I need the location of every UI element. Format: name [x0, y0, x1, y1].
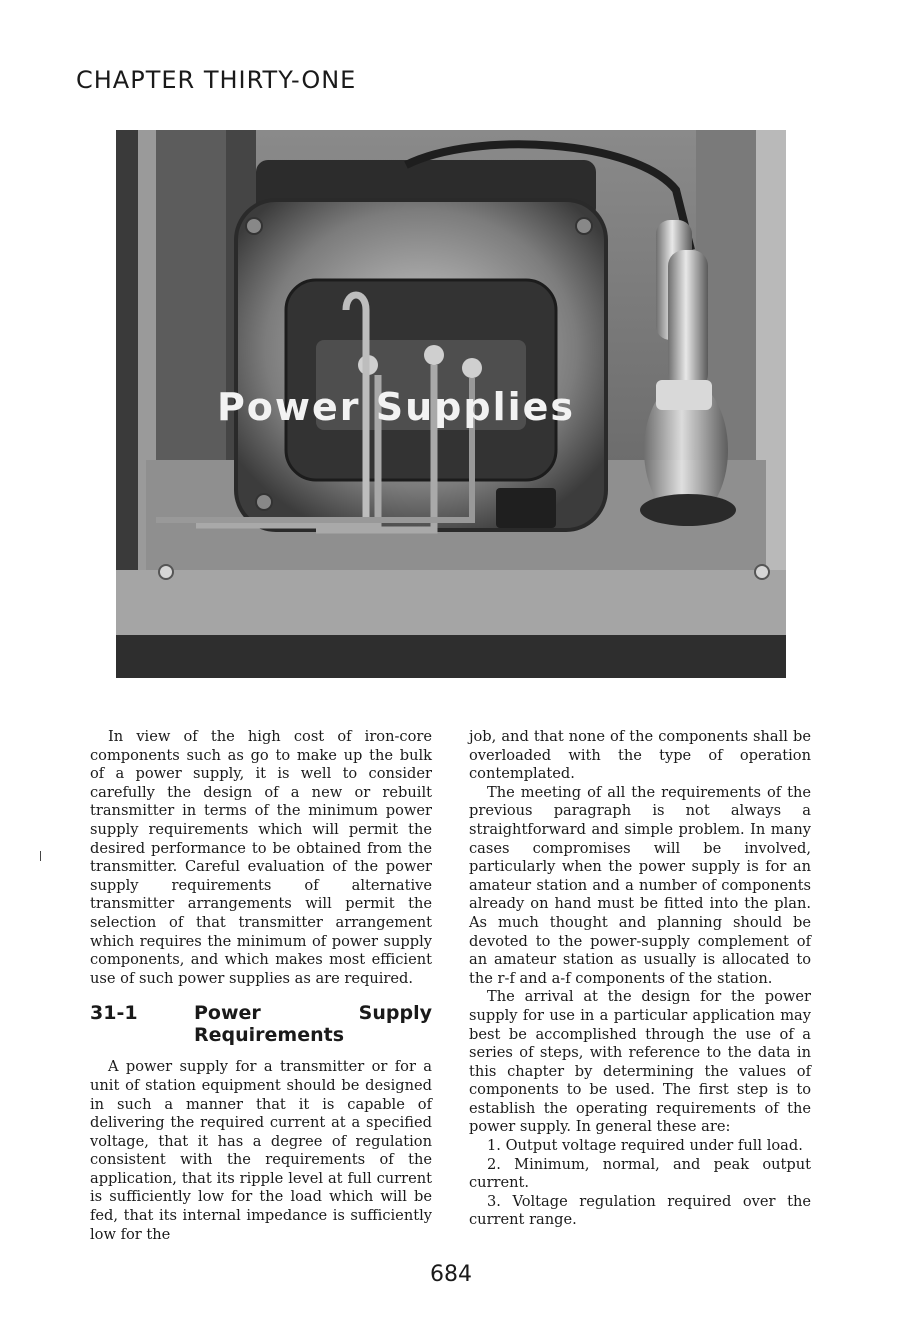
list-item: 1. Output voltage required under full load. [487, 1137, 803, 1155]
section-title: Power Supply Requirements [194, 1002, 432, 1047]
margin-mark [40, 851, 41, 861]
left-column [90, 728, 432, 1244]
intro-paragraph: In view of the high cost of iron-core components such as go to make up the bulk of a power supply, it is well to consider carefully the design of a new or rebuilt transmitter in terms of the minimum power supply requirements which will permit the desired performance to be obtained from the transmitter. Careful evaluation of the power supply requirements of alternative transmitter arrangements will permit the selection of that transmitter arrangement which requires the minimum of power supply components, and which makes most efficient use of such power supplies as are required. [90, 728, 432, 987]
paragraph-requirements: The meeting of all the requirements of the previous paragraph is not always a straightforward and simple problem. In many cases compromises will be involved, particularly when the power supply is for an amateur station and a number of components already on hand must be fitted into the plan. As much thought and planning should be devoted to the power-supply complement of an amateur station as usually is allocated to the r-f and a-f components of the station. [469, 783, 811, 987]
list-item: 3. Voltage regulation required over the current range. [469, 1192, 811, 1229]
section-number: 31-1 [90, 1002, 138, 1025]
section-heading [90, 1002, 432, 1046]
page-number: 684 [430, 1262, 472, 1287]
continued-paragraph: job, and that none of the components shall be overloaded with the type of operation contemplated. [469, 728, 811, 783]
chapter-heading: CHAPTER THIRTY-ONE [76, 66, 357, 94]
photo-overlay-title: Power Supplies [216, 385, 576, 429]
section-paragraph: A power supply for a transmitter or for a unit of station equipment should be designed in such a manner that it is capable of delivering the required current at a specified voltage, that it has a degree of regulation consistent with the requirements of the application, that its ripple level at full current is sufficiently low for the load which will be fed, that its internal impedance is sufficiently low for the [90, 1058, 432, 1243]
right-column [469, 728, 811, 1230]
power-supply-photo [116, 130, 786, 678]
paragraph-design-steps: The arrival at the design for the power supply for use in a particular application may best be accomplished through the use of a series of steps, with reference to the data in this chapter by determining the values of components to be used. The first step is to establish the operating requirements of the power supply. In general these are: [469, 988, 811, 1136]
list-item: 2. Minimum, normal, and peak output current. [469, 1155, 811, 1192]
